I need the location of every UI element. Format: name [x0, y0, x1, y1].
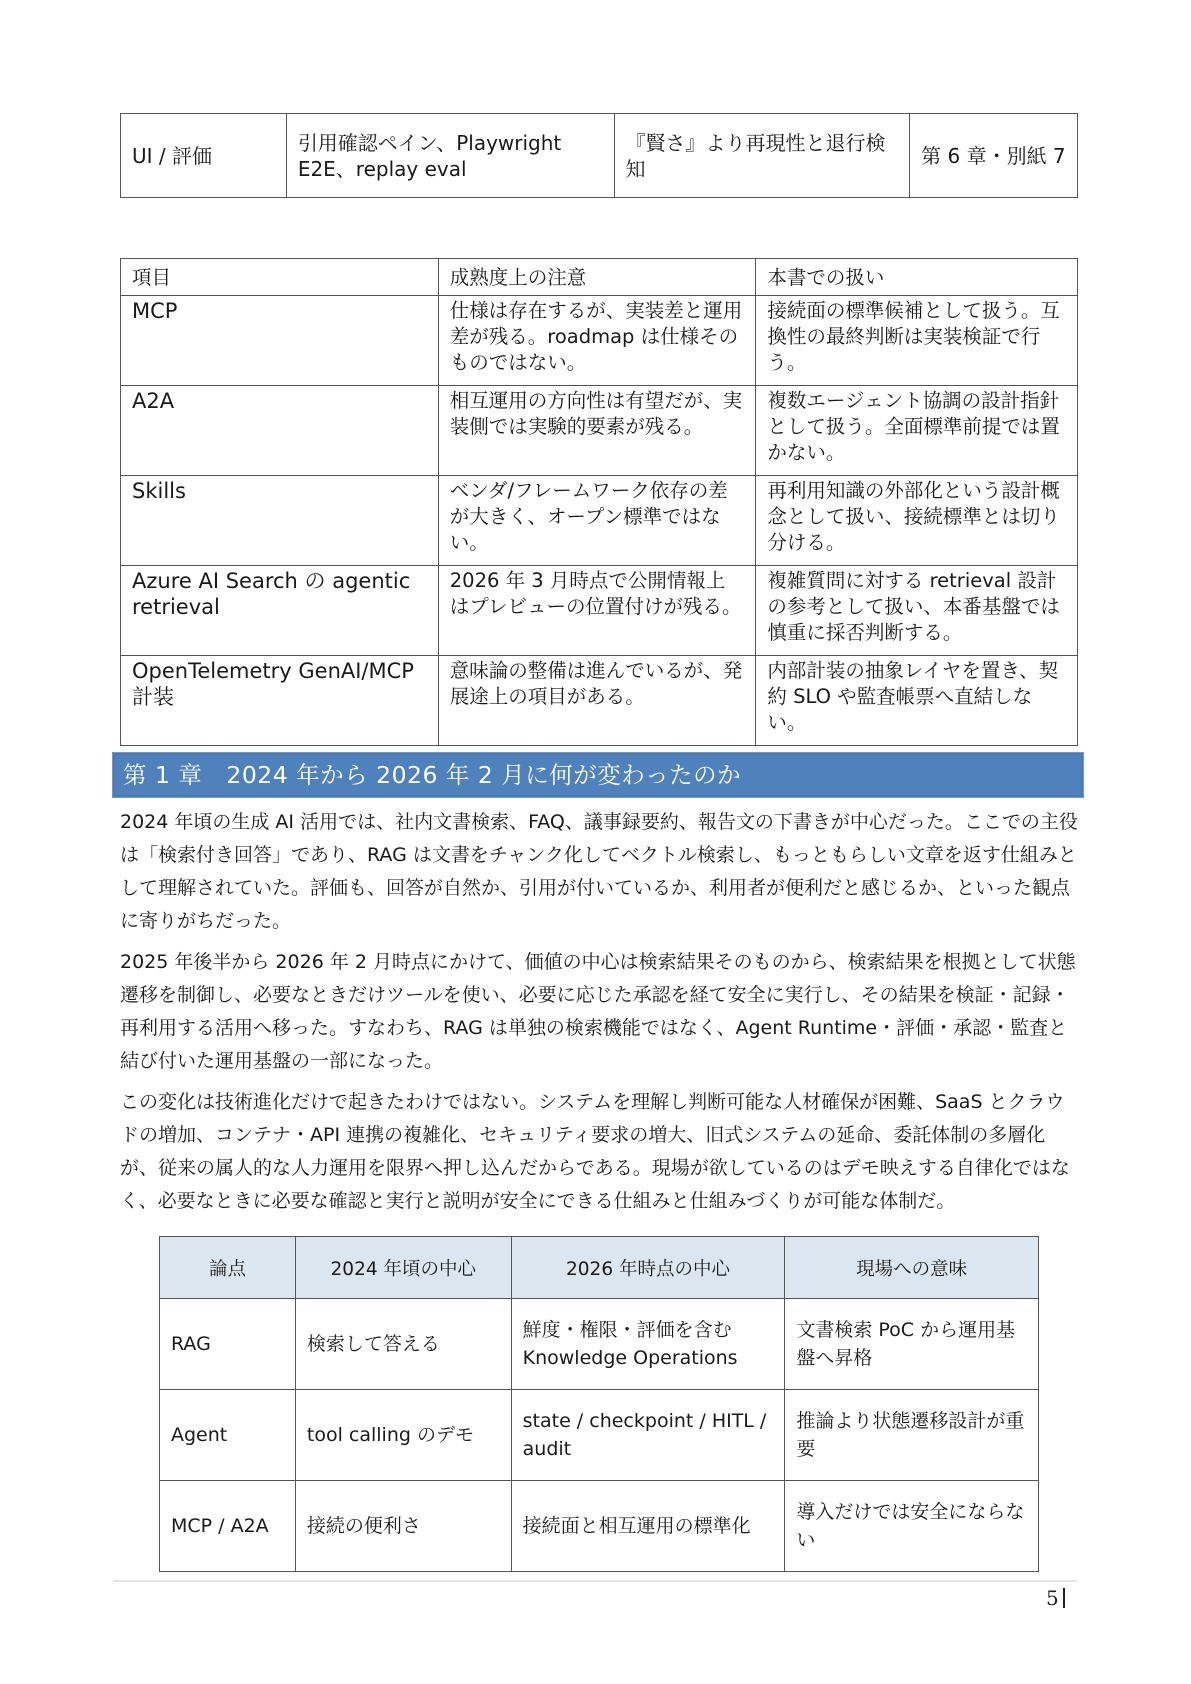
table-cell: MCP — [121, 296, 439, 386]
table-cell: 接続の便利さ — [295, 1481, 511, 1572]
table-cell: 引用確認ペイン、Playwright E2E、replay eval — [286, 114, 614, 198]
table-cell: ベンダ/フレームワーク依存の差が大きく、オープン標準ではない。 — [438, 476, 756, 566]
table-cell: 再利用知識の外部化という設計概念として扱い、接続標準とは切り分ける。 — [756, 476, 1078, 566]
table-cell: 鮮度・権限・評価を含む Knowledge Operations — [511, 1299, 785, 1390]
table-cell: 『賢さ』より再現性と退行検知 — [614, 114, 910, 198]
table-row — [160, 1481, 1039, 1572]
column-header: 2026 年時点の中心 — [511, 1237, 785, 1299]
comparison-table — [159, 1236, 1039, 1572]
body-paragraph: この変化は技術進化だけで起きたわけではない。システムを理解し判断可能な人材確保が困難、SaaS とクラウドの増加、コンテナ・API 連携の複雑化、セキュリティ要求の増大、旧式システムの延命、委託体制の多層化が、従来の属人的な人力運用を限界へ押し込んだからである。現場が欲しているのはデモ映えする自律化ではなく、必要なときに必要な確認と実行と説明が安全にできる仕組みと仕組みづくりが可能な体制だ。 — [120, 1091, 1070, 1212]
table-cell: 検索して答える — [295, 1299, 511, 1390]
table-cell: 接続面の標準候補として扱う。互換性の最終判断は実装検証で行う。 — [756, 296, 1078, 386]
table-cell: 推論より状態遷移設計が重要 — [785, 1390, 1039, 1481]
table-continuation — [120, 113, 1078, 198]
column-header: 2024 年頃の中心 — [295, 1237, 511, 1299]
table-cell: Skills — [121, 476, 439, 566]
table-cell: 内部計装の抽象レイヤを置き、契約 SLO や監査帳票へ直結しない。 — [756, 656, 1078, 746]
table-row — [121, 386, 1078, 476]
table-cell: state / checkpoint / HITL / audit — [511, 1390, 785, 1481]
table-row — [121, 656, 1078, 746]
body-paragraph: 2024 年頃の生成 AI 活用では、社内文書検索、FAQ、議事録要約、報告文の下書きが中心だった。ここでの主役は「検索付き回答」であり、RAG は文書をチャンク化してベクトル検索し、もっともらしい文章を返す仕組みとして理解されていた。評価も、回答が自然か、引用が付いているか、利用者が便利だと感じるか、といった観点に寄りがちだった。 — [120, 811, 1078, 932]
page-number-bar — [1063, 1588, 1065, 1608]
table-cell: 第 6 章・別紙 7 — [910, 114, 1078, 198]
table-row — [121, 566, 1078, 656]
column-header: 論点 — [160, 1237, 296, 1299]
table-cell: tool calling のデモ — [295, 1390, 511, 1481]
column-header: 成熟度上の注意 — [438, 259, 756, 296]
table-cell: Azure AI Search の agentic retrieval — [121, 566, 439, 656]
table-row — [121, 296, 1078, 386]
table-cell: 導入だけでは安全にならない — [785, 1481, 1039, 1572]
table-cell: 仕様は存在するが、実装差と運用差が残る。roadmap は仕様そのものではない。 — [438, 296, 756, 386]
table-cell: OpenTelemetry GenAI/MCP 計装 — [121, 656, 439, 746]
table-cell: 複雑質問に対する retrieval 設計の参考として扱い、本番基盤では慎重に採否判断する。 — [756, 566, 1078, 656]
column-header: 本書での扱い — [756, 259, 1078, 296]
table-row — [160, 1390, 1039, 1481]
chapter-title: 第 1 章 2024 年から 2026 年 2 月に何が変わったのか — [123, 761, 742, 789]
column-header: 項目 — [121, 259, 439, 296]
page-number — [1046, 1586, 1065, 1610]
table-row — [121, 114, 1078, 198]
maturity-table — [120, 258, 1078, 746]
table-cell: 複数エージェント協調の設計指針として扱う。全面標準前提では置かない。 — [756, 386, 1078, 476]
table-cell: Agent — [160, 1390, 296, 1481]
table-cell: A2A — [121, 386, 439, 476]
table-cell: 接続面と相互運用の標準化 — [511, 1481, 785, 1572]
table-cell: 意味論の整備は進んでいるが、発展途上の項目がある。 — [438, 656, 756, 746]
table-cell: 2026 年 3 月時点で公開情報上はプレビューの位置付けが残る。 — [438, 566, 756, 656]
table-cell: MCP / A2A — [160, 1481, 296, 1572]
table-cell: RAG — [160, 1299, 296, 1390]
table-cell: 文書検索 PoC から運用基盤へ昇格 — [785, 1299, 1039, 1390]
column-header: 現場への意味 — [785, 1237, 1039, 1299]
table-cell: 相互運用の方向性は有望だが、実装側では実験的要素が残る。 — [438, 386, 756, 476]
table-row — [121, 476, 1078, 566]
chapter-heading — [112, 752, 1084, 798]
table-row — [160, 1299, 1039, 1390]
table-header-row — [160, 1237, 1039, 1299]
page-number-value: 5 — [1046, 1586, 1059, 1610]
footer-divider — [113, 1580, 1077, 1582]
table-header-row — [121, 259, 1078, 296]
body-paragraph: 2025 年後半から 2026 年 2 月時点にかけて、価値の中心は検索結果そのものから、検索結果を根拠として状態遷移を制御し、必要なときだけツールを使い、必要に応じた承認を経て安全に実行し、その結果を検証・記録・再利用する活用へ移った。すなわち、RAG は単独の検索機能ではなく、Agent Runtime・評価・承認・監査と結び付いた運用基盤の一部になった。 — [120, 951, 1076, 1072]
table-cell: UI / 評価 — [121, 114, 287, 198]
